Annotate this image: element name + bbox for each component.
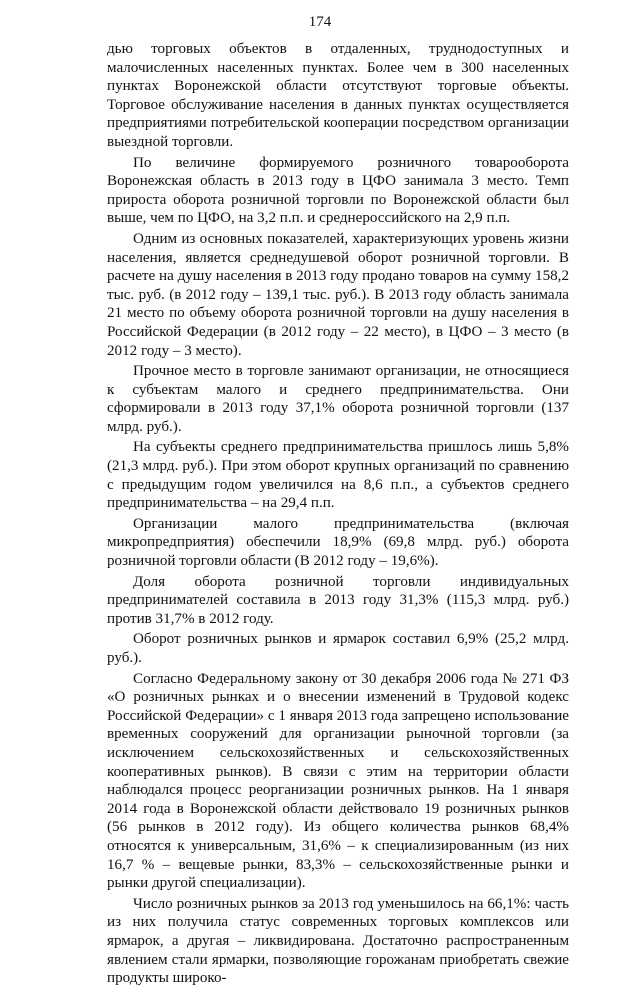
paragraph-markets-fairs-share: Оборот розничных рынков и ярмарок составил 6,9% (25,2 млрд. руб.). <box>107 631 569 666</box>
document-body <box>107 40 569 990</box>
paragraph-small-business: Организации малого предпринимательства (включая микропредприятия) обеспечили 18,9% (69,8 млрд. руб.) оборота розничной торговли области (В 2012 году – 19,6%). <box>107 515 569 570</box>
paragraph-federal-law: Согласно Федеральному закону от 30 декабря 2006 года № 271 ФЗ «О розничных рынках и о внесении изменений в Трудовой кодекс Российской Федерации» с 1 января 2013 года запрещено использование временных сооружений для организации рыночной торговли (за исключением сельскохозяйственных и сельскохозяйственных кооперативных рынков). В связи с этим на территории области наблюдался процесс реорганизации розничных рынков. На 1 января 2014 года в Воронежской области действовало 19 розничных рынков (56 рынков в 2012 году). Из общего количества рынков 68,4% относятся к универсальным, 31,6% – к специализированным (из них 16,7 % – вещевые рынки, 83,3% – сельскохозяйственные рынки и рынки другой специализации). <box>107 670 569 892</box>
paragraph-medium-business: На субъекты среднего предпринимательства пришлось лишь 5,8% (21,3 млрд. руб.). При этом оборот крупных организаций по сравнению с предыдущим годом увеличился на 8,6 п.п., а субъектов среднего предпринимательства – на 29,4 п.п. <box>107 439 569 512</box>
paragraph-per-capita-turnover: Одним из основных показателей, характеризующих уровень жизни населения, является среднедушевой оборот розничной торговли. В расчете на душу населения в 2013 году продано товаров на сумму 158,2 тыс. руб. (в 2012 году – 139,1 тыс. руб.). В 2013 году область занимала 21 место по объему оборота розничной торговли на душу населения в Российской Федерации (в 2012 году – 22 место), в ЦФО – 3 место (в 2012 году – 3 место). <box>107 230 569 359</box>
paragraph-retail-turnover-rank: По величине формируемого розничного товарооборота Воронежская область в 2013 году в ЦФО занимала 3 место. Темп прироста оборота розничной торговли по Воронежской области был выше, чем по ЦФО, на 3,2 п.п. и среднероссийского на 2,9 п.п. <box>107 154 569 227</box>
page-number: 174 <box>308 14 332 30</box>
paragraph-continued: дью торговых объектов в отдаленных, труднодоступных и малочисленных населенных пунктах. Более чем в 300 населенных пунктах Воронежской области отсутствуют торговые объекты. Торговое обслуживание населения в данных пунктах осуществляется предприятиями потребительской кооперации посредством организации выездной торговли. <box>107 41 569 150</box>
paragraph-markets-decrease: Число розничных рынков за 2013 год уменьшилось на 66,1%: часть из них получила статус современных торговых комплексов или ярмарок, а другая – ликвидирована. Достаточно распространенным явлением стали ярмарки, позволяющие горожанам приобретать свежие продукты широко- <box>107 895 569 987</box>
paragraph-individual-entrepreneurs: Доля оборота розничной торговли индивидуальных предпринимателей составила в 2013 году 31,3% (115,3 млрд. руб.) против 31,7% в 2012 году. <box>107 573 569 627</box>
paragraph-large-organizations: Прочное место в торговле занимают организации, не относящиеся к субъектам малого и среднего предпринимательства. Они сформировали в 2013 году 37,1% оборота розничной торговли (137 млрд. руб.). <box>107 363 569 435</box>
